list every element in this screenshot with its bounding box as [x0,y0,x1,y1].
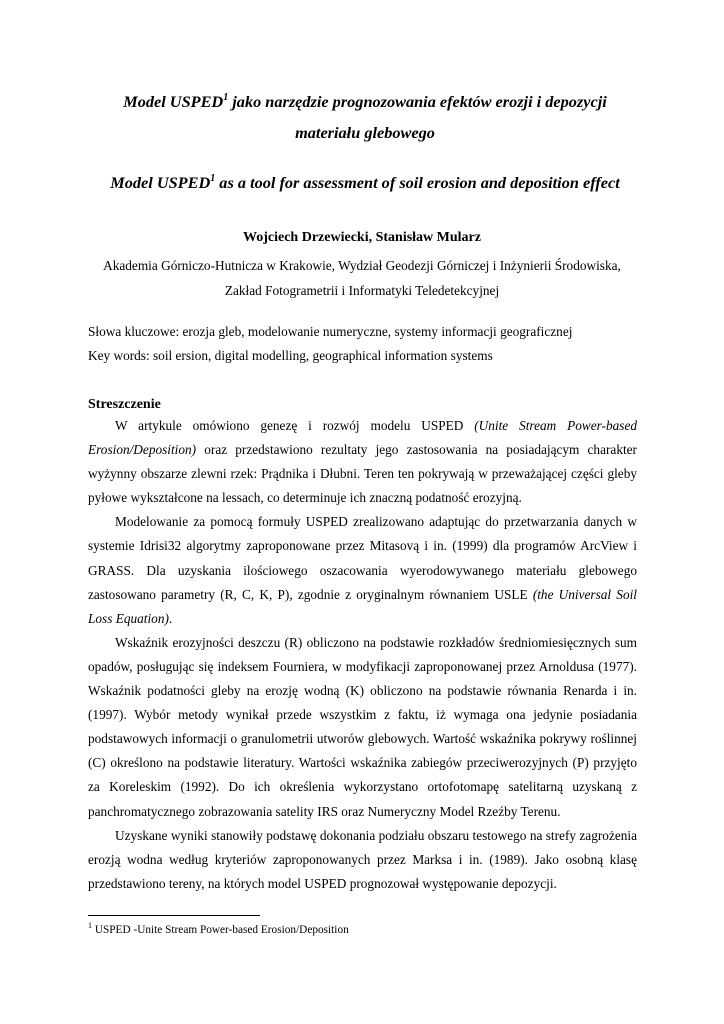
title-english-part1: Model USPED [110,173,211,192]
title-polish-footnote-marker: 1 [223,91,229,103]
title-polish-line2: materiału glebowego [295,123,435,142]
title-english [40,172,690,194]
paragraph-4: Uzyskane wyniki stanowiły podstawę dokonania podziału obszaru testowego na strefy zagrożenia erozją wodna według kryteriów zaproponowanych przez Marksa i in. (1989). Jako osobną klasę przedstawiono tereny, na których model USPED prognozował występowanie depozycji. [88,827,637,891]
keywords-polish: Słowa kluczowe: erozja gleb, modelowanie numeryczne, systemy informacji geograficznej [88,324,573,339]
paragraph-2-italic: (the Universal Soil Loss Equation) [88,586,637,626]
paragraph-3: Wskaźnik erozyjności deszczu (R) obliczono na podstawie rozkładów średniomiesięcznych sum opadów, posługując się indeksem Fourniera, w modyfikacji zaproponowanej przez Arnoldusa (1977). Wskaźnik podatności gleby na erozję wodną (K) obliczono na podstawie równania Renarda i in. (1997). Wybór metody wynikał przede wszystkim z faktu, iż wymaga ona jedynie posiadania podstawowych informacji o granulometrii utworów glebowych. Wartość wskaźnika pokrywy roślinnej (C) określono na podstawie literatury. Wartości wskaźnika zabiegów przeciwerozyjnych (P) przyjęto za Koreleskim (1992). Do ich określenia wykorzystano ortofotomapę satelitarną uzyskaną z panchromatycznego zobrazowania satelity IRS oraz Numeryczny Model Rzeźby Terenu. [88,634,637,819]
title-polish-part1: Model USPED [123,92,224,111]
keywords-english: Key words: soil ersion, digital modelling, geographical information systems [88,348,493,363]
affiliation-line2: Zakład Fotogrametrii i Informatyki Teledetekcyjnej [224,283,500,298]
footnote [88,922,648,938]
affiliation-line1: Akademia Górniczo-Hutnicza w Krakowie, Wydział Geodezji Górniczej i Inżynierii Środowiska, [103,258,621,273]
title-english-part2: as a tool for assessment of soil erosion and deposition effect [215,173,620,192]
paragraph-2-text-a: Modelowanie za pomocą formuły USPED zrealizowano adaptując do przetwarzania danych w systemie Idrisi32 algorytmy zaproponowane przez Mitasovą i in. (1999) dla programów ArcView i GRASS. Dla uzyskania ilościowego oszacowania wyerodowywanego materiału glebowego zastosowano parametry (R, C, K, P), zgodnie z oryginalnym równaniem USLE [88,514,637,602]
footnote-marker: 1 [88,921,92,931]
paragraph-1-italic: (Unite Stream Power-based Erosion/Deposition) [88,418,637,458]
keywords [88,320,648,368]
abstract-body [88,414,637,896]
title-english-footnote-marker: 1 [210,172,216,184]
title-polish [70,86,660,148]
paragraph-1 [88,414,637,510]
section-heading: Streszczenie [88,397,161,412]
paragraph-2-text-c: . [168,610,173,626]
affiliation [60,253,664,303]
paragraph-1-text-c: oraz przedstawiono rezultaty jego zastosowania na posiadającym charakter wyżynny obszarze zlewni rzek: Prądnika i Dłubni. Teren ten pokrywają w przeważającej części gleby pyłowe wykształcone na lessach, co determinuje ich znaczną podatność erozyjną. [88,442,637,506]
paragraph-2 [88,510,637,630]
paragraph-1-text-a: W artykule omówiono genezę i rozwój modelu USPED [115,418,475,433]
title-polish-part2: jako narzędzie prognozowania efektów erozji i depozycji [228,92,607,111]
footnote-text: USPED -Unite Stream Power-based Erosion/Deposition [92,924,349,936]
authors: Wojciech Drzewiecki, Stanisław Mularz [243,230,481,245]
footnote-separator [88,915,260,916]
